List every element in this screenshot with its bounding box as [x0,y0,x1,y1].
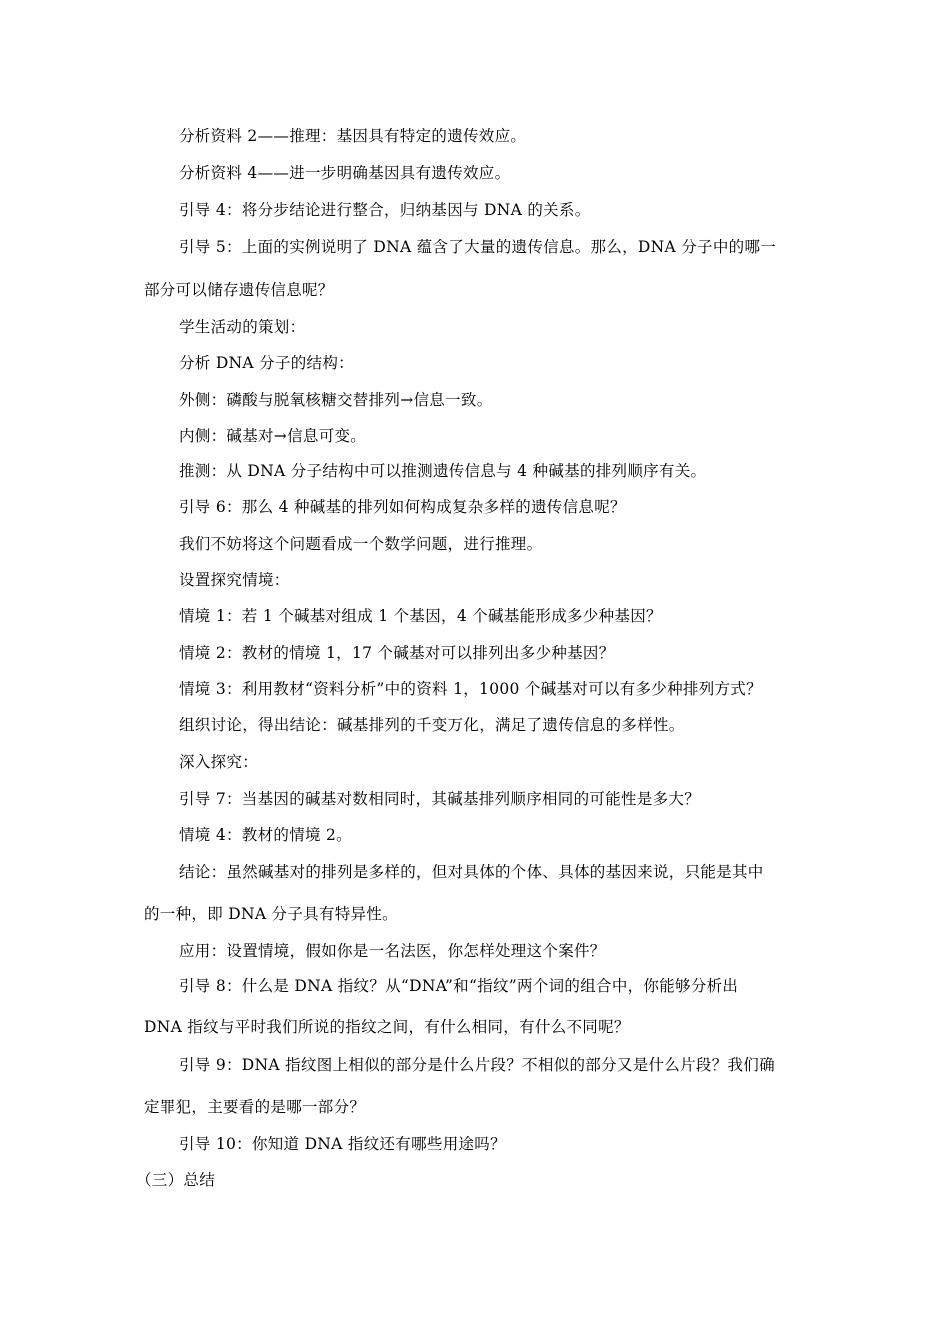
paragraph-line: 的一种，即 DNA 分子具有特异性。 [144,905,398,923]
paragraph-line: 分析 DNA 分子的结构： [179,354,354,372]
paragraph-line: 设置探究情境： [179,571,290,589]
paragraph-line: 引导 6：那么 4 种碱基的排列如何构成复杂多样的遗传信息呢？ [179,498,626,516]
paragraph-line: 分析资料 2——推理：基因具有特定的遗传效应。 [179,127,527,145]
paragraph-line: 结论：虽然碱基对的排列是多样的，但对具体的个体、具体的基因来说，只能是其中 [179,863,764,881]
paragraph-line: 情境 4：教材的情境 2。 [179,826,352,844]
paragraph-line: 引导 8：什么是 DNA 指纹？从“DNA”和“指纹”两个词的组合中，你能够分析出 [179,977,739,995]
paragraph-line: 情境 1：若 1 个碱基对组成 1 个基因，4 个碱基能形成多少种基因？ [179,607,662,625]
paragraph-line: 应用：设置情境，假如你是一名法医，你怎样处理这个案件？ [179,942,606,960]
paragraph-line: 部分可以储存遗传信息呢？ [144,281,334,299]
section-heading: （三）总结 [136,1171,216,1189]
paragraph-line: 我们不妨将这个问题看成一个数学问题，进行推理。 [179,535,543,553]
paragraph-line: 引导 4：将分步结论进行整合，归纳基因与 DNA 的关系。 [179,201,591,219]
paragraph-line: 内侧：碱基对→信息可变。 [179,427,367,445]
paragraph-line: 情境 2：教材的情境 1，17 个碱基对可以排列出多少种基因？ [179,644,615,662]
paragraph-line: 情境 3：利用教材“资料分析”中的资料 1，1000 个碱基对可以有多少种排列方式？ [179,680,762,698]
paragraph-line: 推测：从 DNA 分子结构中可以推测遗传信息与 4 种碱基的排列顺序有关。 [179,462,707,480]
paragraph-line: 引导 10：你知道 DNA 指纹还有哪些用途吗？ [179,1135,506,1153]
paragraph-line: 引导 5：上面的实例说明了 DNA 蕴含了大量的遗传信息。那么，DNA 分子中的哪一 [179,238,777,256]
paragraph-line: 引导 7：当基因的碱基对数相同时，其碱基排列顺序相同的可能性是多大？ [179,790,700,808]
paragraph-line: 外侧：磷酸与脱氧核糖交替排列→信息一致。 [179,391,493,409]
paragraph-line: 定罪犯，主要看的是哪一部分？ [144,1098,366,1116]
paragraph-line: DNA 指纹与平时我们所说的指纹之间，有什么相同，有什么不同呢？ [144,1018,630,1036]
paragraph-line: 引导 9：DNA 指纹图上相似的部分是什么片段？不相似的部分又是什么片段？我们确 [179,1056,775,1074]
paragraph-line: 组织讨论，得出结论：碱基排列的千变万化，满足了遗传信息的多样性。 [179,716,685,734]
paragraph-line: 深入探究： [179,753,259,771]
paragraph-line: 分析资料 4——进一步明确基因具有遗传效应。 [179,164,511,182]
paragraph-line: 学生活动的策划： [179,318,306,336]
